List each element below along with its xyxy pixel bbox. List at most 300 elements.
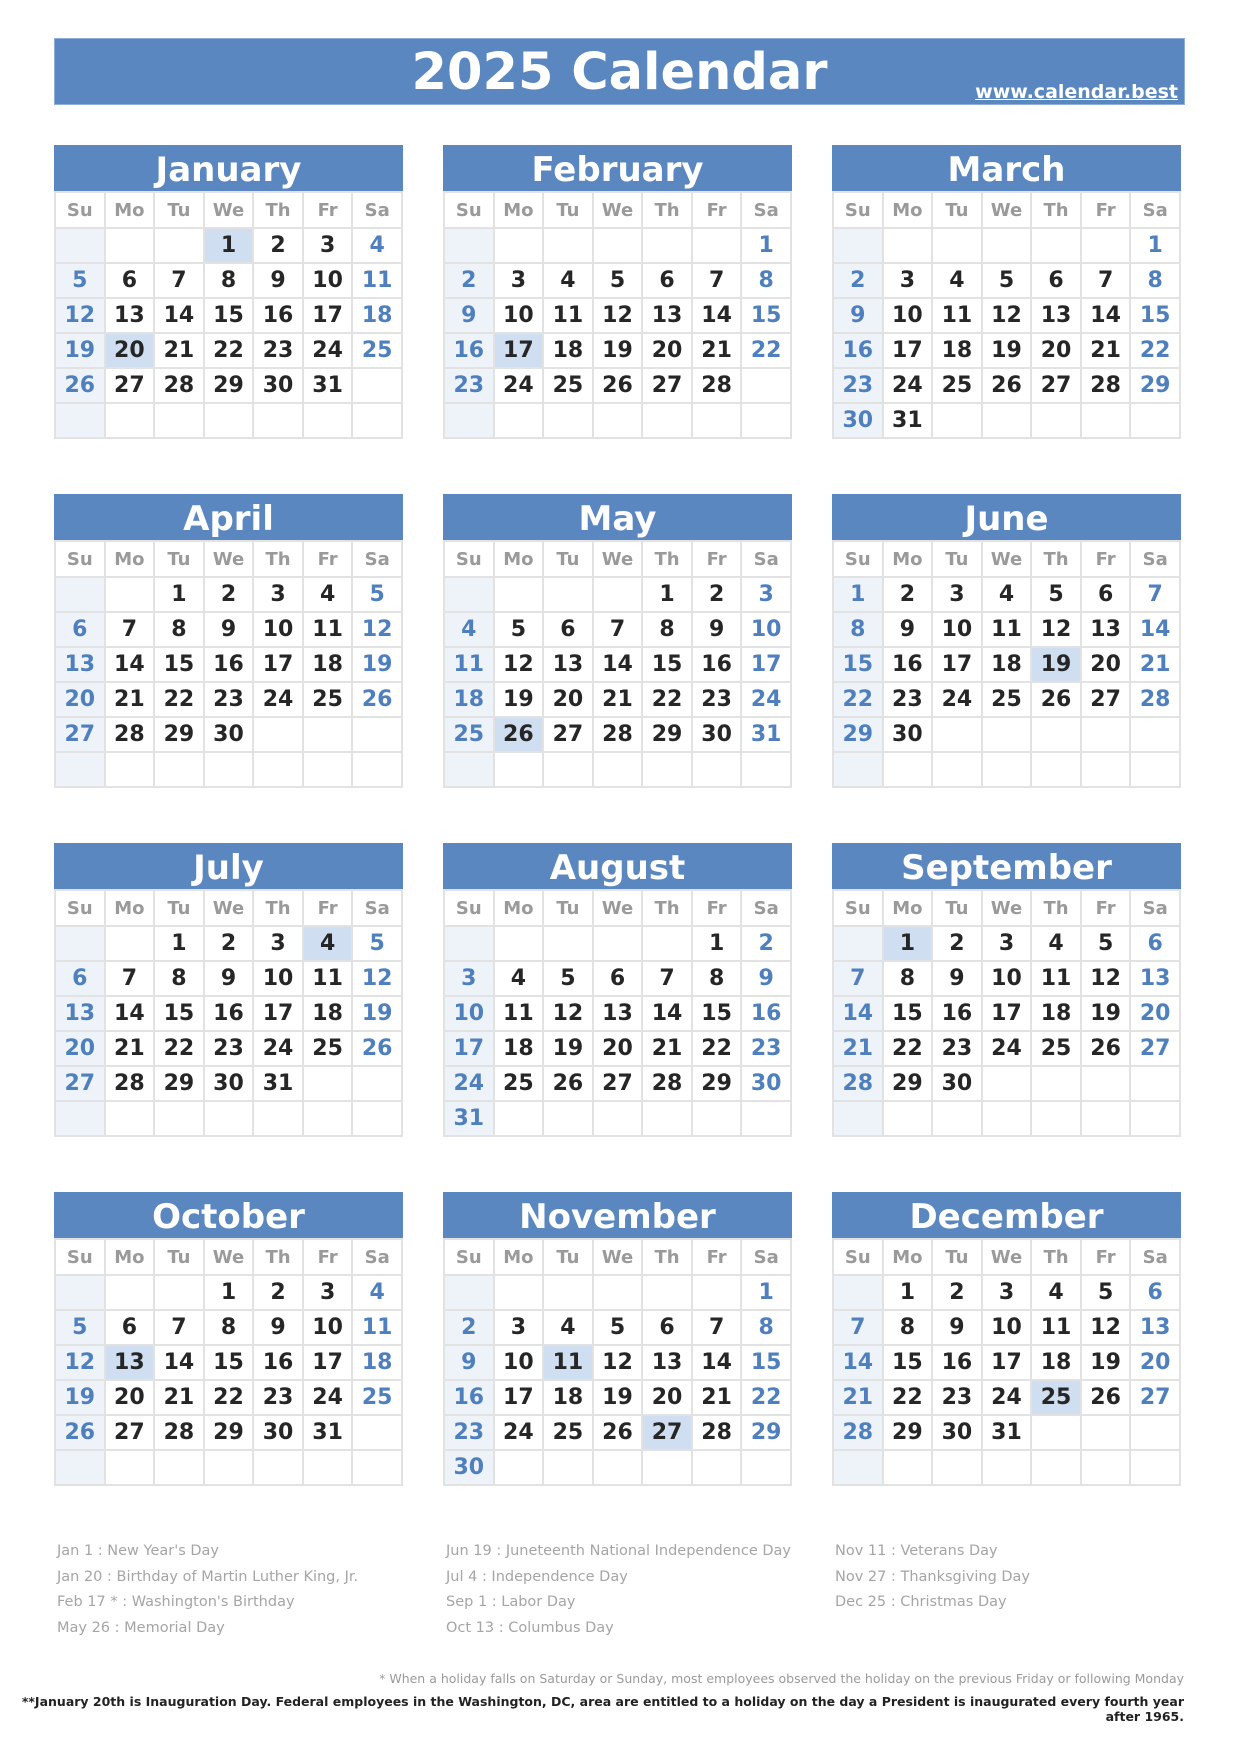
- day-cell[interactable]: 7: [154, 263, 204, 298]
- day-cell[interactable]: 9: [204, 961, 254, 996]
- day-cell[interactable]: 9: [204, 612, 254, 647]
- day-cell[interactable]: 22: [692, 1031, 742, 1066]
- day-cell[interactable]: 31: [883, 403, 933, 438]
- day-cell[interactable]: 17: [444, 1031, 494, 1066]
- day-cell[interactable]: 6: [593, 961, 643, 996]
- day-cell[interactable]: 21: [1130, 647, 1180, 682]
- day-cell[interactable]: 10: [303, 1310, 353, 1345]
- day-cell[interactable]: 4: [352, 1275, 402, 1310]
- day-cell[interactable]: 30: [692, 717, 742, 752]
- day-cell[interactable]: 2: [692, 577, 742, 612]
- day-cell[interactable]: 5: [1081, 1275, 1131, 1310]
- day-cell[interactable]: 8: [154, 961, 204, 996]
- day-cell[interactable]: 13: [642, 298, 692, 333]
- day-cell[interactable]: 13: [1031, 298, 1081, 333]
- day-cell[interactable]: 27: [1130, 1380, 1180, 1415]
- day-cell[interactable]: 29: [642, 717, 692, 752]
- day-cell[interactable]: 29: [1130, 368, 1180, 403]
- day-cell[interactable]: 7: [105, 612, 155, 647]
- day-cell[interactable]: 25: [494, 1066, 544, 1101]
- day-cell[interactable]: 29: [833, 717, 883, 752]
- day-cell[interactable]: 12: [494, 647, 544, 682]
- day-cell[interactable]: 5: [494, 612, 544, 647]
- day-cell[interactable]: 3: [444, 961, 494, 996]
- day-cell[interactable]: 27: [543, 717, 593, 752]
- day-cell[interactable]: 12: [543, 996, 593, 1031]
- day-cell[interactable]: 8: [204, 1310, 254, 1345]
- day-cell[interactable]: 5: [543, 961, 593, 996]
- day-cell[interactable]: 31: [303, 1415, 353, 1450]
- day-cell[interactable]: 10: [253, 612, 303, 647]
- day-cell[interactable]: 5: [1031, 577, 1081, 612]
- day-cell[interactable]: 25: [352, 333, 402, 368]
- day-cell[interactable]: 20: [55, 1031, 105, 1066]
- day-cell[interactable]: 27: [593, 1066, 643, 1101]
- day-cell[interactable]: 4: [543, 1310, 593, 1345]
- day-cell[interactable]: 10: [494, 1345, 544, 1380]
- day-cell[interactable]: 6: [105, 263, 155, 298]
- day-cell[interactable]: 30: [741, 1066, 791, 1101]
- day-cell[interactable]: 26: [55, 1415, 105, 1450]
- day-cell[interactable]: 29: [692, 1066, 742, 1101]
- day-cell[interactable]: 17: [303, 298, 353, 333]
- day-cell[interactable]: 14: [105, 647, 155, 682]
- day-cell[interactable]: 21: [642, 1031, 692, 1066]
- day-cell[interactable]: 20: [1130, 1345, 1180, 1380]
- day-cell[interactable]: 26: [543, 1066, 593, 1101]
- day-cell[interactable]: 14: [642, 996, 692, 1031]
- day-cell[interactable]: 17: [494, 1380, 544, 1415]
- day-cell[interactable]: 1: [154, 926, 204, 961]
- day-cell[interactable]: 22: [833, 682, 883, 717]
- day-cell[interactable]: 27: [55, 717, 105, 752]
- day-cell[interactable]: 18: [932, 333, 982, 368]
- day-cell[interactable]: 23: [932, 1031, 982, 1066]
- day-cell[interactable]: 20: [105, 1380, 155, 1415]
- day-cell[interactable]: 26: [1031, 682, 1081, 717]
- day-cell[interactable]: 19: [1081, 996, 1131, 1031]
- day-cell[interactable]: 22: [204, 333, 254, 368]
- day-cell[interactable]: 27: [1130, 1031, 1180, 1066]
- day-cell[interactable]: 13: [1130, 1310, 1180, 1345]
- day-cell[interactable]: 10: [303, 263, 353, 298]
- day-cell[interactable]: 14: [1130, 612, 1180, 647]
- day-cell[interactable]: 24: [253, 1031, 303, 1066]
- day-cell[interactable]: 14: [154, 298, 204, 333]
- day-cell[interactable]: 2: [444, 263, 494, 298]
- day-cell[interactable]: 23: [204, 1031, 254, 1066]
- day-cell[interactable]: 26: [352, 1031, 402, 1066]
- day-cell[interactable]: 23: [932, 1380, 982, 1415]
- day-cell[interactable]: 26: [494, 717, 544, 752]
- day-cell[interactable]: 22: [154, 682, 204, 717]
- day-cell[interactable]: 21: [833, 1031, 883, 1066]
- day-cell[interactable]: 23: [253, 333, 303, 368]
- day-cell[interactable]: 20: [642, 1380, 692, 1415]
- day-cell[interactable]: 31: [741, 717, 791, 752]
- day-cell[interactable]: 17: [253, 647, 303, 682]
- day-cell[interactable]: 10: [883, 298, 933, 333]
- day-cell[interactable]: 11: [303, 961, 353, 996]
- day-cell[interactable]: 6: [1130, 1275, 1180, 1310]
- day-cell[interactable]: 5: [1081, 926, 1131, 961]
- day-cell[interactable]: 16: [692, 647, 742, 682]
- day-cell[interactable]: 20: [1130, 996, 1180, 1031]
- day-cell[interactable]: 16: [444, 1380, 494, 1415]
- day-cell[interactable]: 23: [253, 1380, 303, 1415]
- day-cell[interactable]: 21: [692, 333, 742, 368]
- day-cell[interactable]: 14: [833, 996, 883, 1031]
- day-cell[interactable]: 15: [741, 1345, 791, 1380]
- day-cell[interactable]: 28: [833, 1066, 883, 1101]
- day-cell[interactable]: 19: [494, 682, 544, 717]
- day-cell[interactable]: 16: [741, 996, 791, 1031]
- day-cell[interactable]: 15: [883, 1345, 933, 1380]
- day-cell[interactable]: 17: [932, 647, 982, 682]
- day-cell[interactable]: 29: [204, 368, 254, 403]
- day-cell[interactable]: 28: [833, 1415, 883, 1450]
- day-cell[interactable]: 11: [303, 612, 353, 647]
- day-cell[interactable]: 19: [352, 996, 402, 1031]
- day-cell[interactable]: 6: [55, 961, 105, 996]
- day-cell[interactable]: 3: [253, 926, 303, 961]
- day-cell[interactable]: 12: [593, 298, 643, 333]
- day-cell[interactable]: 7: [692, 263, 742, 298]
- day-cell[interactable]: 26: [593, 368, 643, 403]
- day-cell[interactable]: 19: [55, 333, 105, 368]
- day-cell[interactable]: 21: [105, 682, 155, 717]
- day-cell[interactable]: 23: [204, 682, 254, 717]
- day-cell[interactable]: 8: [204, 263, 254, 298]
- day-cell[interactable]: 11: [444, 647, 494, 682]
- day-cell[interactable]: 25: [303, 1031, 353, 1066]
- day-cell[interactable]: 1: [741, 228, 791, 263]
- day-cell[interactable]: 30: [253, 1415, 303, 1450]
- day-cell[interactable]: 17: [303, 1345, 353, 1380]
- day-cell[interactable]: 30: [883, 717, 933, 752]
- day-cell[interactable]: 25: [543, 1415, 593, 1450]
- day-cell[interactable]: 9: [741, 961, 791, 996]
- day-cell[interactable]: 25: [352, 1380, 402, 1415]
- day-cell[interactable]: 28: [1130, 682, 1180, 717]
- day-cell[interactable]: 6: [543, 612, 593, 647]
- day-cell[interactable]: 13: [105, 298, 155, 333]
- day-cell[interactable]: 5: [593, 1310, 643, 1345]
- day-cell[interactable]: 4: [352, 228, 402, 263]
- day-cell[interactable]: 20: [593, 1031, 643, 1066]
- day-cell[interactable]: 6: [642, 1310, 692, 1345]
- day-cell[interactable]: 1: [642, 577, 692, 612]
- day-cell[interactable]: 13: [1081, 612, 1131, 647]
- day-cell[interactable]: 28: [105, 1066, 155, 1101]
- day-cell[interactable]: 19: [1031, 647, 1081, 682]
- day-cell[interactable]: 15: [883, 996, 933, 1031]
- day-cell[interactable]: 20: [55, 682, 105, 717]
- day-cell[interactable]: 11: [1031, 961, 1081, 996]
- day-cell[interactable]: 20: [1081, 647, 1131, 682]
- day-cell[interactable]: 17: [982, 996, 1032, 1031]
- day-cell[interactable]: 27: [55, 1066, 105, 1101]
- day-cell[interactable]: 3: [494, 263, 544, 298]
- day-cell[interactable]: 15: [204, 1345, 254, 1380]
- day-cell[interactable]: 17: [253, 996, 303, 1031]
- day-cell[interactable]: 5: [55, 1310, 105, 1345]
- day-cell[interactable]: 12: [1081, 1310, 1131, 1345]
- day-cell[interactable]: 5: [55, 263, 105, 298]
- day-cell[interactable]: 3: [741, 577, 791, 612]
- day-cell[interactable]: 7: [833, 1310, 883, 1345]
- day-cell[interactable]: 6: [55, 612, 105, 647]
- day-cell[interactable]: 13: [642, 1345, 692, 1380]
- day-cell[interactable]: 8: [1130, 263, 1180, 298]
- day-cell[interactable]: 19: [352, 647, 402, 682]
- day-cell[interactable]: 8: [741, 263, 791, 298]
- day-cell[interactable]: 9: [444, 1345, 494, 1380]
- day-cell[interactable]: 4: [1031, 926, 1081, 961]
- day-cell[interactable]: 9: [692, 612, 742, 647]
- day-cell[interactable]: 13: [543, 647, 593, 682]
- day-cell[interactable]: 11: [543, 298, 593, 333]
- day-cell[interactable]: 11: [543, 1345, 593, 1380]
- day-cell[interactable]: 24: [444, 1066, 494, 1101]
- day-cell[interactable]: 12: [55, 298, 105, 333]
- day-cell[interactable]: 5: [352, 577, 402, 612]
- day-cell[interactable]: 6: [642, 263, 692, 298]
- day-cell[interactable]: 29: [883, 1415, 933, 1450]
- day-cell[interactable]: 18: [303, 996, 353, 1031]
- day-cell[interactable]: 27: [642, 368, 692, 403]
- day-cell[interactable]: 2: [204, 926, 254, 961]
- day-cell[interactable]: 18: [444, 682, 494, 717]
- day-cell[interactable]: 25: [444, 717, 494, 752]
- day-cell[interactable]: 3: [982, 1275, 1032, 1310]
- day-cell[interactable]: 7: [833, 961, 883, 996]
- day-cell[interactable]: 29: [204, 1415, 254, 1450]
- day-cell[interactable]: 22: [1130, 333, 1180, 368]
- day-cell[interactable]: 26: [1081, 1031, 1131, 1066]
- day-cell[interactable]: 20: [642, 333, 692, 368]
- day-cell[interactable]: 18: [352, 1345, 402, 1380]
- day-cell[interactable]: 21: [593, 682, 643, 717]
- day-cell[interactable]: 23: [444, 1415, 494, 1450]
- day-cell[interactable]: 8: [154, 612, 204, 647]
- day-cell[interactable]: 11: [352, 263, 402, 298]
- day-cell[interactable]: 16: [204, 647, 254, 682]
- day-cell[interactable]: 23: [833, 368, 883, 403]
- day-cell[interactable]: 11: [982, 612, 1032, 647]
- day-cell[interactable]: 13: [593, 996, 643, 1031]
- day-cell[interactable]: 10: [982, 1310, 1032, 1345]
- day-cell[interactable]: 2: [833, 263, 883, 298]
- day-cell[interactable]: 26: [982, 368, 1032, 403]
- day-cell[interactable]: 1: [692, 926, 742, 961]
- day-cell[interactable]: 18: [494, 1031, 544, 1066]
- day-cell[interactable]: 17: [494, 333, 544, 368]
- day-cell[interactable]: 9: [253, 1310, 303, 1345]
- day-cell[interactable]: 12: [1031, 612, 1081, 647]
- day-cell[interactable]: 7: [692, 1310, 742, 1345]
- day-cell[interactable]: 8: [692, 961, 742, 996]
- day-cell[interactable]: 24: [982, 1380, 1032, 1415]
- day-cell[interactable]: 13: [55, 996, 105, 1031]
- day-cell[interactable]: 7: [1081, 263, 1131, 298]
- day-cell[interactable]: 22: [642, 682, 692, 717]
- day-cell[interactable]: 8: [741, 1310, 791, 1345]
- day-cell[interactable]: 9: [883, 612, 933, 647]
- day-cell[interactable]: 31: [303, 368, 353, 403]
- day-cell[interactable]: 22: [883, 1380, 933, 1415]
- day-cell[interactable]: 7: [642, 961, 692, 996]
- day-cell[interactable]: 12: [593, 1345, 643, 1380]
- day-cell[interactable]: 2: [932, 926, 982, 961]
- day-cell[interactable]: 30: [204, 717, 254, 752]
- day-cell[interactable]: 2: [204, 577, 254, 612]
- day-cell[interactable]: 24: [883, 368, 933, 403]
- day-cell[interactable]: 24: [982, 1031, 1032, 1066]
- day-cell[interactable]: 20: [1031, 333, 1081, 368]
- day-cell[interactable]: 10: [982, 961, 1032, 996]
- day-cell[interactable]: 29: [154, 1066, 204, 1101]
- day-cell[interactable]: 22: [741, 1380, 791, 1415]
- day-cell[interactable]: 15: [154, 996, 204, 1031]
- day-cell[interactable]: 22: [883, 1031, 933, 1066]
- day-cell[interactable]: 18: [982, 647, 1032, 682]
- day-cell[interactable]: 1: [883, 926, 933, 961]
- day-cell[interactable]: 22: [204, 1380, 254, 1415]
- day-cell[interactable]: 10: [932, 612, 982, 647]
- day-cell[interactable]: 5: [982, 263, 1032, 298]
- day-cell[interactable]: 1: [833, 577, 883, 612]
- day-cell[interactable]: 8: [883, 1310, 933, 1345]
- day-cell[interactable]: 18: [1031, 996, 1081, 1031]
- day-cell[interactable]: 25: [1031, 1031, 1081, 1066]
- day-cell[interactable]: 16: [883, 647, 933, 682]
- day-cell[interactable]: 10: [494, 298, 544, 333]
- day-cell[interactable]: 27: [105, 1415, 155, 1450]
- day-cell[interactable]: 1: [883, 1275, 933, 1310]
- day-cell[interactable]: 13: [105, 1345, 155, 1380]
- day-cell[interactable]: 16: [204, 996, 254, 1031]
- day-cell[interactable]: 9: [932, 961, 982, 996]
- day-cell[interactable]: 25: [543, 368, 593, 403]
- day-cell[interactable]: 6: [1081, 577, 1131, 612]
- day-cell[interactable]: 26: [1081, 1380, 1131, 1415]
- day-cell[interactable]: 24: [253, 682, 303, 717]
- day-cell[interactable]: 14: [692, 298, 742, 333]
- day-cell[interactable]: 15: [1130, 298, 1180, 333]
- day-cell[interactable]: 24: [741, 682, 791, 717]
- day-cell[interactable]: 30: [833, 403, 883, 438]
- day-cell[interactable]: 14: [833, 1345, 883, 1380]
- day-cell[interactable]: 29: [741, 1415, 791, 1450]
- day-cell[interactable]: 21: [154, 333, 204, 368]
- day-cell[interactable]: 12: [352, 961, 402, 996]
- day-cell[interactable]: 1: [204, 228, 254, 263]
- day-cell[interactable]: 14: [154, 1345, 204, 1380]
- day-cell[interactable]: 19: [593, 333, 643, 368]
- day-cell[interactable]: 31: [444, 1101, 494, 1136]
- day-cell[interactable]: 30: [932, 1066, 982, 1101]
- day-cell[interactable]: 14: [105, 996, 155, 1031]
- day-cell[interactable]: 23: [444, 368, 494, 403]
- day-cell[interactable]: 4: [444, 612, 494, 647]
- day-cell[interactable]: 26: [352, 682, 402, 717]
- day-cell[interactable]: 28: [154, 368, 204, 403]
- day-cell[interactable]: 12: [982, 298, 1032, 333]
- day-cell[interactable]: 4: [494, 961, 544, 996]
- day-cell[interactable]: 15: [154, 647, 204, 682]
- day-cell[interactable]: 4: [1031, 1275, 1081, 1310]
- day-cell[interactable]: 1: [1130, 228, 1180, 263]
- day-cell[interactable]: 6: [105, 1310, 155, 1345]
- day-cell[interactable]: 27: [105, 368, 155, 403]
- day-cell[interactable]: 30: [253, 368, 303, 403]
- day-cell[interactable]: 31: [982, 1415, 1032, 1450]
- day-cell[interactable]: 28: [593, 717, 643, 752]
- day-cell[interactable]: 10: [741, 612, 791, 647]
- day-cell[interactable]: 5: [593, 263, 643, 298]
- day-cell[interactable]: 21: [1081, 333, 1131, 368]
- day-cell[interactable]: 17: [883, 333, 933, 368]
- day-cell[interactable]: 2: [253, 1275, 303, 1310]
- day-cell[interactable]: 3: [303, 228, 353, 263]
- day-cell[interactable]: 4: [982, 577, 1032, 612]
- day-cell[interactable]: 19: [982, 333, 1032, 368]
- day-cell[interactable]: 23: [883, 682, 933, 717]
- day-cell[interactable]: 6: [1130, 926, 1180, 961]
- day-cell[interactable]: 25: [982, 682, 1032, 717]
- day-cell[interactable]: 26: [593, 1415, 643, 1450]
- day-cell[interactable]: 4: [303, 926, 353, 961]
- day-cell[interactable]: 9: [444, 298, 494, 333]
- day-cell[interactable]: 18: [303, 647, 353, 682]
- day-cell[interactable]: 20: [543, 682, 593, 717]
- day-cell[interactable]: 27: [642, 1415, 692, 1450]
- day-cell[interactable]: 4: [303, 577, 353, 612]
- day-cell[interactable]: 4: [932, 263, 982, 298]
- day-cell[interactable]: 2: [444, 1310, 494, 1345]
- day-cell[interactable]: 27: [1031, 368, 1081, 403]
- day-cell[interactable]: 15: [741, 298, 791, 333]
- day-cell[interactable]: 16: [444, 333, 494, 368]
- day-cell[interactable]: 15: [833, 647, 883, 682]
- day-cell[interactable]: 21: [833, 1380, 883, 1415]
- day-cell[interactable]: 30: [932, 1415, 982, 1450]
- day-cell[interactable]: 9: [833, 298, 883, 333]
- day-cell[interactable]: 26: [55, 368, 105, 403]
- day-cell[interactable]: 3: [303, 1275, 353, 1310]
- day-cell[interactable]: 18: [543, 1380, 593, 1415]
- day-cell[interactable]: 24: [494, 1415, 544, 1450]
- day-cell[interactable]: 23: [692, 682, 742, 717]
- day-cell[interactable]: 14: [692, 1345, 742, 1380]
- day-cell[interactable]: 24: [303, 333, 353, 368]
- day-cell[interactable]: 11: [352, 1310, 402, 1345]
- day-cell[interactable]: 30: [204, 1066, 254, 1101]
- day-cell[interactable]: 4: [543, 263, 593, 298]
- day-cell[interactable]: 19: [1081, 1345, 1131, 1380]
- day-cell[interactable]: 12: [1081, 961, 1131, 996]
- day-cell[interactable]: 8: [833, 612, 883, 647]
- day-cell[interactable]: 25: [303, 682, 353, 717]
- day-cell[interactable]: 9: [932, 1310, 982, 1345]
- day-cell[interactable]: 7: [1130, 577, 1180, 612]
- day-cell[interactable]: 11: [932, 298, 982, 333]
- day-cell[interactable]: 21: [692, 1380, 742, 1415]
- day-cell[interactable]: 20: [105, 333, 155, 368]
- day-cell[interactable]: 7: [593, 612, 643, 647]
- day-cell[interactable]: 28: [105, 717, 155, 752]
